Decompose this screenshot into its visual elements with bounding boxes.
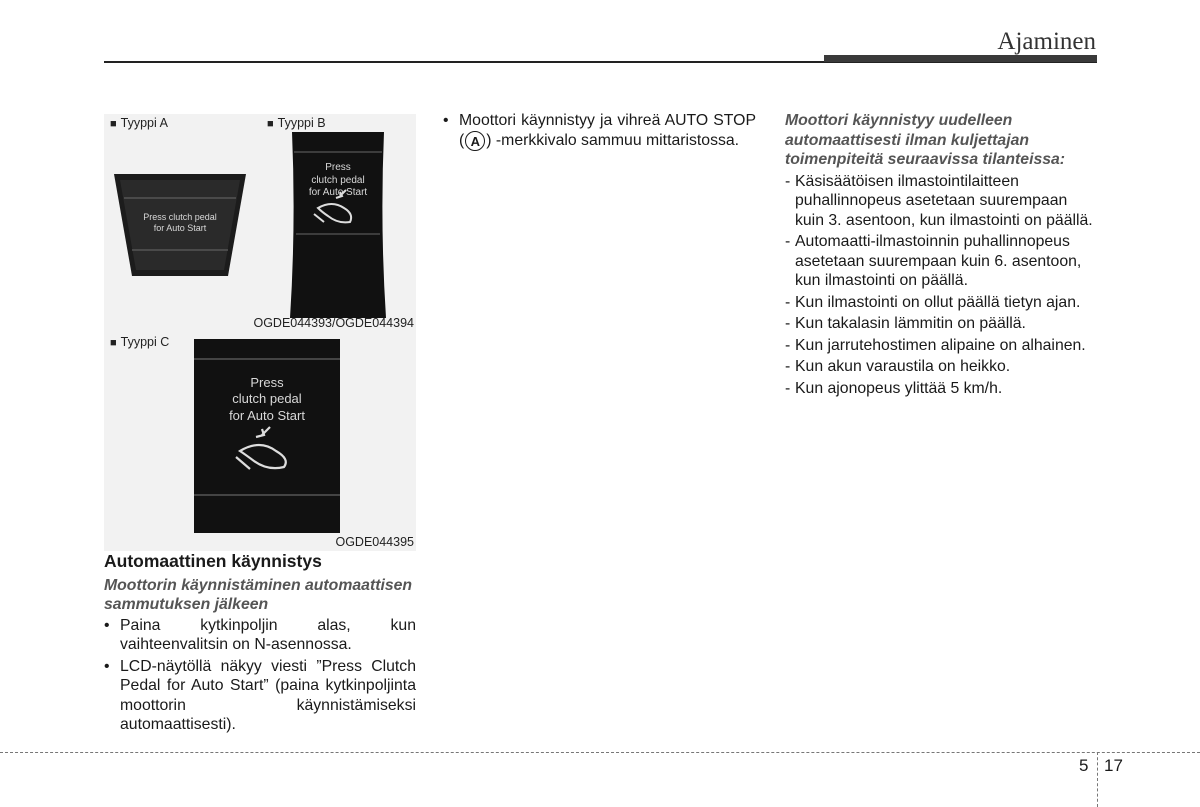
page-number: 17 — [1104, 756, 1123, 775]
list-item: - Kun ajonopeus ylittää 5 km/h. — [785, 379, 1097, 399]
section-heading: Automaattinen käynnistys — [104, 551, 322, 571]
figure-type-ab — [104, 114, 416, 334]
lcd-display-type-b — [288, 130, 388, 320]
auto-stop-text-start: Moottori käynnistyy ja vihreä AUTO STOP ( — [459, 112, 756, 149]
figure-code-ab: OGDE044393/OGDE044394 — [253, 316, 414, 330]
list-item: - Kun akun varaustila on heikko. — [785, 357, 1097, 377]
footer-divider — [0, 752, 1200, 753]
list-item — [443, 111, 756, 151]
figure-type-c — [104, 333, 416, 551]
list-item: - Kun ilmastointi on ollut päällä tietyn ajan. — [785, 293, 1097, 313]
lcd-message-type-a: Press clutch pedal for Auto Start — [143, 212, 217, 234]
lcd-display-type-c — [194, 339, 340, 533]
left-column — [104, 552, 416, 735]
lcd-message-type-c: Press clutch pedal for Auto Start — [229, 375, 305, 423]
figure-label-type-a: ■ Tyyppi A — [110, 116, 168, 130]
chapter-number: 5 — [1079, 756, 1089, 775]
figure-label-type-c: ■ Tyyppi C — [110, 335, 169, 349]
list-item: - Käsisäätöisen ilmastointilaitteen puhallinnopeus asetetaan suurempaan kuin 3. asentoon, kun ilmastointi on päällä. — [785, 172, 1097, 231]
list-item: - Kun takalasin lämmitin on päällä. — [785, 314, 1097, 334]
header-bar — [824, 55, 1097, 62]
list-item: - Automaatti-ilmastoinnin puhallinnopeus asetetaan suurempaan kuin 6. asentoon, kun ilmastointi on päällä. — [785, 232, 1097, 291]
chapter-title: Ajaminen — [997, 28, 1096, 55]
lcd-display-type-a — [110, 170, 250, 280]
conditions-heading: Moottori käynnistyy uudelleen automaattisesti ilman kuljettajan toimenpiteitä seuraavissa tilanteissa: — [785, 112, 1066, 168]
section-subheading: Moottorin käynnistäminen automaattisen sammutuksen jälkeen — [104, 576, 413, 613]
figure-code-c: OGDE044395 — [335, 535, 414, 549]
footer-vertical-divider — [1097, 752, 1098, 807]
right-column — [785, 111, 1097, 398]
list-item: • LCD-näytöllä näkyy viesti ”Press Clutch Pedal for Auto Start” (paina kytkinpoljinta moottorin käynnistämiseksi automaattisesti). — [104, 657, 416, 735]
list-item: • Paina kytkinpoljin alas, kun vaihteenvalitsin on N-asennossa. — [104, 616, 416, 655]
list-item: - Kun jarrutehostimen alipaine on alhainen. — [785, 336, 1097, 356]
middle-column — [443, 111, 756, 151]
lcd-message-type-b: Press clutch pedal for Auto Start — [308, 162, 368, 198]
figure-label-type-b: ■ Tyyppi B — [267, 116, 326, 130]
auto-stop-indicator-icon: A — [465, 131, 485, 151]
auto-stop-text-end: ) -merkkivalo sammuu mittaristossa. — [486, 131, 740, 149]
